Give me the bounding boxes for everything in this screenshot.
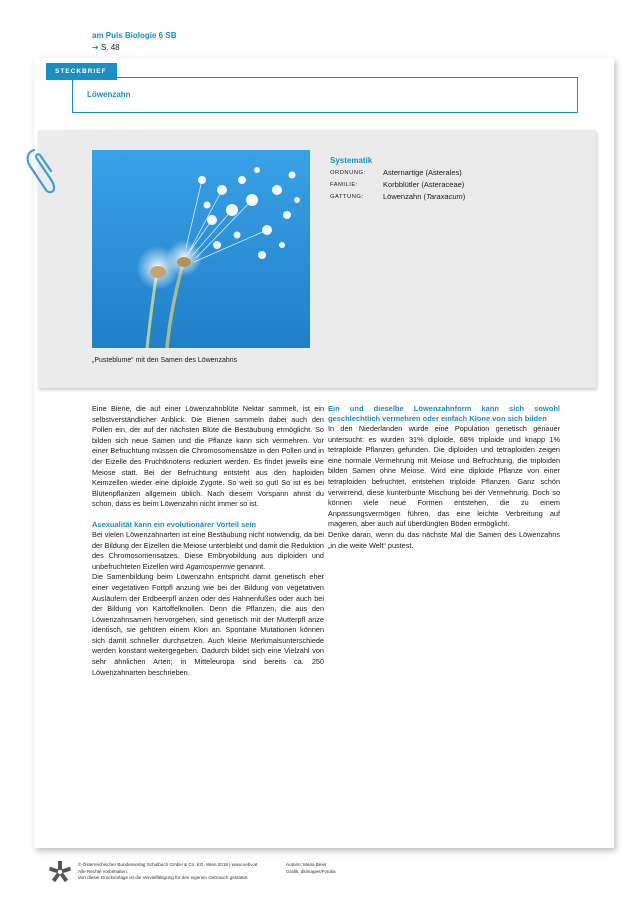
arrow-icon: ➔ (92, 43, 99, 52)
asexualitaet-heading: Asexualität kann ein evolutionärer Vorteil sein (92, 519, 257, 529)
footer-graphic: Grafik: dkimages/Fotolia (286, 868, 336, 874)
gattung-value-italic: Taraxacum (425, 192, 463, 201)
footer-author: Autorin: Maria Beier (286, 862, 327, 867)
agamospermie-term: Agamospermie (185, 561, 235, 571)
vermehrung-paragraph-1: In den Niederlanden wurde eine Population genetisch genauer untersucht: es wurden 31% diploide, 68% triploide und knapp 1% tetraploide Pflanzen gefunden. Die diploiden und tetraploiden zeigen eine normale Vermehrung mit Meiose und Befruchtung, die triploiden bilden Samen ohne Meiose. Wird eine diploide Pflanze von einer tetraploiden befruchtet, entstehen triploide Pflanzen. Ganz schön verwirrend, diese kunterbunte Mischung bei der Vermehrung. Doch so können viele neue Formen entstehen, die zu einem Anpassungsvermögen führen, das eine leichte Verbreitung auf mageren, aber auch auf überdüngten Böden ermöglicht. (328, 424, 560, 529)
steckbrief-badge: STECKBRIEF (46, 63, 117, 80)
book-title: am Puls Biologie 6 SB (92, 31, 177, 40)
paperclip-icon (24, 146, 58, 196)
asexualitaet-p1-text: Bei vielen Löwenzahnarten ist eine Bestäubung nicht notwendig, da bei der Bildung der Eizellen die Meiose unterbleibt und damit die Reduktion des Chromosomensatzes. Diese Embryobildung aus diploiden und unbefruchteten Eizellen wird (92, 529, 324, 571)
dandelion-illustration (92, 150, 310, 348)
right-column (328, 404, 560, 551)
vermehrung-paragraph-2: Denke daran, wenn du das nächste Mal die Samen des Löwenzahns „in die weite Welt“ pustest. (328, 529, 560, 550)
title-box (72, 77, 578, 113)
asexualitaet-p1-end: genannt. (234, 561, 266, 571)
systematik-row-gattung (330, 191, 465, 203)
page-reference (92, 42, 176, 54)
ordnung-value: Asternartige (Asterales) (383, 168, 462, 177)
page-header (92, 30, 176, 54)
footer-credits (286, 862, 336, 875)
asexualitaet-paragraph-1 (92, 530, 324, 572)
dandelion-photo (92, 150, 310, 348)
systematik-box (330, 156, 465, 203)
gattung-value-prefix: Löwenzahn ( (383, 192, 426, 201)
page-title: Löwenzahn (87, 90, 131, 99)
page-ref-text: S. 48 (100, 43, 120, 52)
footer-line-3: Von dieser Druckvorlage ist die Vervielfältigung für den eigenen Gebrauch gestattet. (78, 875, 249, 880)
familie-label: FAMILIE: (330, 182, 358, 188)
systematik-row-familie (330, 179, 465, 191)
photo-caption: „Pusteblume“ mit den Samen des Löwenzahns (92, 357, 238, 364)
vermehrung-heading: Ein und dieselbe Löwenzahnform kann sich sowohl geschlechtlich vermehren oder einfach Klone von sich bilden (328, 404, 560, 423)
intro-paragraph: Eine Biene, die auf einer Löwenzahnblüte Nektar sammelt, ist ein selbstverständlicher Anblick. Die Bienen sammeln dabei auch den Pollen ein, der auf der nächsten Blüte die Bestäubung ermöglicht. So bilden sich neue Samen und die Pflanze kann sich vermehren. Vor einer Befruchtung müssen die Chromosomensätze in den Pollen und in der Eizelle des Fruchtknotens reduziert werden. Es findet jeweils eine Meiose statt. Bei der Befruchtung entsteht aus den haploiden Keimzellen wieder eine diploide Zygote. So weit so gut! So ist es bei Blütenpflanzen allgemein üblich. Nach diesem Vorspann ahnst du schon, dass es beim Löwenzahn nicht immer so ist. (92, 404, 324, 509)
footer-copyright (78, 862, 257, 882)
gattung-label: GATTUNG: (330, 194, 364, 200)
footer-line-2: Alle Rechte vorbehalten. (78, 868, 129, 874)
gattung-value (383, 191, 465, 203)
ordnung-label: ORDNUNG: (330, 170, 366, 176)
left-column (92, 404, 324, 678)
publisher-logo-icon (48, 860, 72, 884)
familie-value: Korbblütler (Asteraceae) (383, 180, 465, 189)
asexualitaet-paragraph-2: Die Samenbildung beim Löwenzahn entspricht damit genetisch eher einer vegetativen Fortpfl anzung wie bei der Bildung von vegetativen Ausläufern der Erdbeerpfl anzen oder des Hahnenfußes oder auch bei der Bildung von Kartoffelknollen. Denn die Pflanzen, die aus den Löwenzahnsamen hervorgehen, sind genetisch mit der Mutterpfl anze identisch, sie gehören einem Klon an. Spontane Mutationen können sich damit schneller durchsetzen. Auch kleine Merkmalsunterschiede werden konstant weitergegeben. Dadurch bildet sich eine Vielzahl von sehr ähnlichen Arten; in Mitteleuropa sind bereits ca. 250 Löwenzahnarten beschrieben. (92, 572, 324, 677)
systematik-title: Systematik (330, 156, 373, 165)
gattung-value-suffix: ) (462, 192, 466, 201)
systematik-row-ordnung (330, 167, 465, 179)
footer-line-1: © Österreichischer Bundesverlag Schulbuch GmbH & Co. KG, Wien 2018 | www.oebv.at (78, 862, 258, 867)
